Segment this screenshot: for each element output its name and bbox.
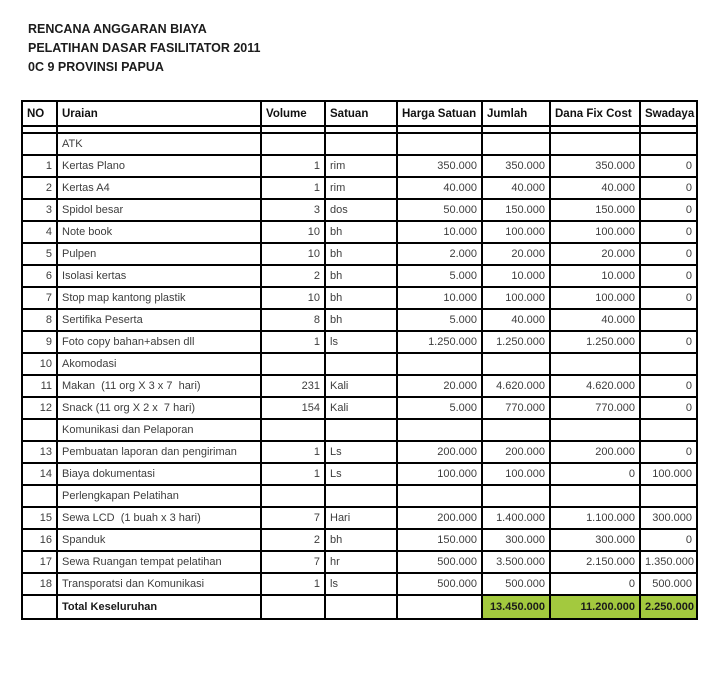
cell-jumlah: 770.000 (482, 397, 550, 419)
cell-dana-fix-cost: 100.000 (550, 287, 640, 309)
cell-uraian: Kertas Plano (57, 155, 261, 177)
cell-dana-fix-cost: 40.000 (550, 177, 640, 199)
cell-jumlah (482, 485, 550, 507)
table-row (22, 529, 697, 551)
cell-jumlah: 40.000 (482, 309, 550, 331)
total-cell-volume (261, 595, 325, 619)
spacer-cell (22, 126, 57, 133)
spacer-cell (261, 126, 325, 133)
cell-volume: 154 (261, 397, 325, 419)
cell-harga-satuan (397, 485, 482, 507)
spacer-cell (482, 126, 550, 133)
column-header-swadaya: Swadaya (640, 101, 697, 126)
cell-volume: 10 (261, 221, 325, 243)
cell-no: 9 (22, 331, 57, 353)
cell-harga-satuan: 50.000 (397, 199, 482, 221)
cell-harga-satuan: 100.000 (397, 463, 482, 485)
cell-satuan: Kali (325, 375, 397, 397)
cell-dana-fix-cost: 150.000 (550, 199, 640, 221)
cell-no: 17 (22, 551, 57, 573)
cell-volume: 1 (261, 441, 325, 463)
cell-uraian: Komunikasi dan Pelaporan (57, 419, 261, 441)
cell-harga-satuan: 5.000 (397, 265, 482, 287)
cell-satuan: rim (325, 177, 397, 199)
cell-harga-satuan: 40.000 (397, 177, 482, 199)
spacer-cell (550, 126, 640, 133)
table-row (22, 265, 697, 287)
cell-uraian: Sertifika Peserta (57, 309, 261, 331)
cell-harga-satuan: 150.000 (397, 529, 482, 551)
cell-harga-satuan: 500.000 (397, 573, 482, 595)
cell-uraian: Spanduk (57, 529, 261, 551)
total-cell-label: Total Keseluruhan (57, 595, 261, 619)
cell-uraian: Kertas A4 (57, 177, 261, 199)
cell-no: 16 (22, 529, 57, 551)
cell-no (22, 133, 57, 155)
cell-satuan: dos (325, 199, 397, 221)
cell-satuan (325, 419, 397, 441)
section-row (22, 133, 697, 155)
cell-swadaya: 0 (640, 265, 697, 287)
cell-dana-fix-cost: 20.000 (550, 243, 640, 265)
cell-swadaya (640, 485, 697, 507)
cell-satuan: ls (325, 573, 397, 595)
document-title (28, 20, 260, 77)
column-header-harga-satuan: Harga Satuan (397, 101, 482, 126)
cell-volume (261, 353, 325, 375)
cell-satuan: rim (325, 155, 397, 177)
spacer-cell (397, 126, 482, 133)
cell-satuan: Ls (325, 441, 397, 463)
cell-jumlah: 100.000 (482, 221, 550, 243)
cell-swadaya: 300.000 (640, 507, 697, 529)
cell-volume: 1 (261, 573, 325, 595)
cell-swadaya: 0 (640, 375, 697, 397)
cell-uraian: Pembuatan laporan dan pengiriman (57, 441, 261, 463)
cell-swadaya: 100.000 (640, 463, 697, 485)
cell-harga-satuan: 5.000 (397, 309, 482, 331)
cell-dana-fix-cost (550, 133, 640, 155)
cell-dana-fix-cost: 40.000 (550, 309, 640, 331)
cell-no: 18 (22, 573, 57, 595)
cell-volume: 2 (261, 529, 325, 551)
column-header-jumlah: Jumlah (482, 101, 550, 126)
table-row (22, 199, 697, 221)
table-row (22, 397, 697, 419)
cell-harga-satuan: 1.250.000 (397, 331, 482, 353)
cell-satuan: ls (325, 331, 397, 353)
cell-swadaya: 0 (640, 155, 697, 177)
table-row (22, 573, 697, 595)
cell-satuan: bh (325, 309, 397, 331)
cell-no (22, 485, 57, 507)
cell-harga-satuan: 500.000 (397, 551, 482, 573)
cell-swadaya: 1.350.000 (640, 551, 697, 573)
cell-jumlah: 40.000 (482, 177, 550, 199)
cell-volume: 1 (261, 155, 325, 177)
cell-swadaya (640, 309, 697, 331)
cell-dana-fix-cost: 300.000 (550, 529, 640, 551)
header-row (22, 101, 697, 126)
cell-harga-satuan (397, 353, 482, 375)
cell-volume: 2 (261, 265, 325, 287)
cell-volume: 3 (261, 199, 325, 221)
column-header-no: NO (22, 101, 57, 126)
cell-volume (261, 133, 325, 155)
cell-satuan: bh (325, 265, 397, 287)
cell-jumlah (482, 133, 550, 155)
spacer-cell (325, 126, 397, 133)
cell-no: 11 (22, 375, 57, 397)
cell-uraian: Pulpen (57, 243, 261, 265)
total-cell-harga-satuan (397, 595, 482, 619)
cell-volume: 8 (261, 309, 325, 331)
cell-uraian: ATK (57, 133, 261, 155)
cell-satuan (325, 353, 397, 375)
table-body (22, 126, 697, 619)
table-row (22, 375, 697, 397)
total-cell-jumlah: 13.450.000 (482, 595, 550, 619)
table-row (22, 441, 697, 463)
cell-no: 6 (22, 265, 57, 287)
cell-dana-fix-cost: 770.000 (550, 397, 640, 419)
cell-volume: 1 (261, 177, 325, 199)
cell-dana-fix-cost: 4.620.000 (550, 375, 640, 397)
cell-volume (261, 419, 325, 441)
cell-satuan: Ls (325, 463, 397, 485)
cell-no: 10 (22, 353, 57, 375)
cell-harga-satuan (397, 419, 482, 441)
table-row (22, 353, 697, 375)
cell-volume: 7 (261, 551, 325, 573)
table-row (22, 177, 697, 199)
table-row (22, 309, 697, 331)
cell-satuan: bh (325, 221, 397, 243)
cell-uraian: Note book (57, 221, 261, 243)
cell-uraian: Sewa LCD (1 buah x 3 hari) (57, 507, 261, 529)
cell-volume: 1 (261, 463, 325, 485)
cell-swadaya: 0 (640, 441, 697, 463)
cell-jumlah: 350.000 (482, 155, 550, 177)
cell-uraian: Perlengkapan Pelatihan (57, 485, 261, 507)
cell-jumlah: 100.000 (482, 463, 550, 485)
cell-harga-satuan: 200.000 (397, 441, 482, 463)
cell-uraian: Foto copy bahan+absen dll (57, 331, 261, 353)
total-cell-satuan (325, 595, 397, 619)
cell-jumlah: 3.500.000 (482, 551, 550, 573)
cell-uraian: Snack (11 org X 2 x 7 hari) (57, 397, 261, 419)
cell-uraian: Spidol besar (57, 199, 261, 221)
cell-volume: 1 (261, 331, 325, 353)
cell-jumlah: 1.250.000 (482, 331, 550, 353)
budget-table (21, 100, 698, 620)
table-row (22, 243, 697, 265)
cell-volume: 10 (261, 287, 325, 309)
cell-jumlah: 1.400.000 (482, 507, 550, 529)
cell-uraian: Sewa Ruangan tempat pelatihan (57, 551, 261, 573)
section-row (22, 485, 697, 507)
cell-uraian: Biaya dokumentasi (57, 463, 261, 485)
cell-dana-fix-cost (550, 485, 640, 507)
cell-harga-satuan: 350.000 (397, 155, 482, 177)
cell-harga-satuan: 5.000 (397, 397, 482, 419)
cell-volume (261, 485, 325, 507)
column-header-dana-fix-cost: Dana Fix Cost (550, 101, 640, 126)
cell-harga-satuan: 200.000 (397, 507, 482, 529)
cell-swadaya: 0 (640, 221, 697, 243)
cell-satuan (325, 133, 397, 155)
cell-no: 15 (22, 507, 57, 529)
title-line-3: 0C 9 PROVINSI PAPUA (28, 60, 164, 74)
cell-satuan: Hari (325, 507, 397, 529)
table-row (22, 287, 697, 309)
cell-dana-fix-cost: 1.100.000 (550, 507, 640, 529)
cell-jumlah (482, 353, 550, 375)
cell-harga-satuan: 10.000 (397, 221, 482, 243)
cell-no: 7 (22, 287, 57, 309)
cell-jumlah: 100.000 (482, 287, 550, 309)
table-row (22, 155, 697, 177)
cell-swadaya (640, 419, 697, 441)
cell-swadaya: 0 (640, 331, 697, 353)
cell-jumlah: 10.000 (482, 265, 550, 287)
cell-no: 3 (22, 199, 57, 221)
cell-no (22, 419, 57, 441)
cell-dana-fix-cost: 0 (550, 573, 640, 595)
cell-dana-fix-cost: 2.150.000 (550, 551, 640, 573)
total-cell-no (22, 595, 57, 619)
cell-uraian: Stop map kantong plastik (57, 287, 261, 309)
cell-volume: 231 (261, 375, 325, 397)
table-row (22, 463, 697, 485)
column-header-satuan: Satuan (325, 101, 397, 126)
cell-satuan: Kali (325, 397, 397, 419)
cell-uraian: Akomodasi (57, 353, 261, 375)
cell-uraian: Transporatsi dan Komunikasi (57, 573, 261, 595)
cell-swadaya (640, 133, 697, 155)
cell-swadaya: 0 (640, 199, 697, 221)
cell-jumlah: 150.000 (482, 199, 550, 221)
cell-no: 1 (22, 155, 57, 177)
cell-harga-satuan (397, 133, 482, 155)
cell-satuan: bh (325, 529, 397, 551)
spacer-cell (57, 126, 261, 133)
cell-jumlah: 500.000 (482, 573, 550, 595)
cell-satuan: bh (325, 287, 397, 309)
cell-uraian: Isolasi kertas (57, 265, 261, 287)
cell-satuan: hr (325, 551, 397, 573)
spacer-cell (640, 126, 697, 133)
cell-swadaya (640, 353, 697, 375)
cell-dana-fix-cost (550, 419, 640, 441)
cell-no: 14 (22, 463, 57, 485)
total-cell-dana-fix-cost: 11.200.000 (550, 595, 640, 619)
cell-satuan (325, 485, 397, 507)
cell-no: 5 (22, 243, 57, 265)
cell-dana-fix-cost: 10.000 (550, 265, 640, 287)
cell-swadaya: 0 (640, 287, 697, 309)
cell-no: 12 (22, 397, 57, 419)
cell-dana-fix-cost: 350.000 (550, 155, 640, 177)
section-row (22, 419, 697, 441)
cell-swadaya: 0 (640, 177, 697, 199)
cell-uraian: Makan (11 org X 3 x 7 hari) (57, 375, 261, 397)
cell-no: 8 (22, 309, 57, 331)
title-line-1: RENCANA ANGGARAN BIAYA (28, 22, 207, 36)
table-row (22, 507, 697, 529)
title-line-2: PELATIHAN DASAR FASILITATOR 2011 (28, 41, 261, 55)
cell-dana-fix-cost: 1.250.000 (550, 331, 640, 353)
cell-jumlah: 300.000 (482, 529, 550, 551)
total-cell-swadaya: 2.250.000 (640, 595, 697, 619)
cell-jumlah: 4.620.000 (482, 375, 550, 397)
cell-harga-satuan: 10.000 (397, 287, 482, 309)
cell-no: 2 (22, 177, 57, 199)
total-row (22, 595, 697, 619)
cell-harga-satuan: 20.000 (397, 375, 482, 397)
table-row (22, 221, 697, 243)
cell-no: 4 (22, 221, 57, 243)
cell-jumlah: 200.000 (482, 441, 550, 463)
cell-dana-fix-cost (550, 353, 640, 375)
table-row (22, 331, 697, 353)
cell-jumlah: 20.000 (482, 243, 550, 265)
cell-satuan: bh (325, 243, 397, 265)
cell-no: 13 (22, 441, 57, 463)
cell-dana-fix-cost: 200.000 (550, 441, 640, 463)
cell-swadaya: 500.000 (640, 573, 697, 595)
cell-swadaya: 0 (640, 397, 697, 419)
cell-dana-fix-cost: 0 (550, 463, 640, 485)
cell-swadaya: 0 (640, 243, 697, 265)
cell-harga-satuan: 2.000 (397, 243, 482, 265)
column-header-volume: Volume (261, 101, 325, 126)
column-header-uraian: Uraian (57, 101, 261, 126)
cell-swadaya: 0 (640, 529, 697, 551)
cell-dana-fix-cost: 100.000 (550, 221, 640, 243)
cell-jumlah (482, 419, 550, 441)
table-row (22, 551, 697, 573)
cell-volume: 7 (261, 507, 325, 529)
cell-volume: 10 (261, 243, 325, 265)
spacer-row (22, 126, 697, 133)
